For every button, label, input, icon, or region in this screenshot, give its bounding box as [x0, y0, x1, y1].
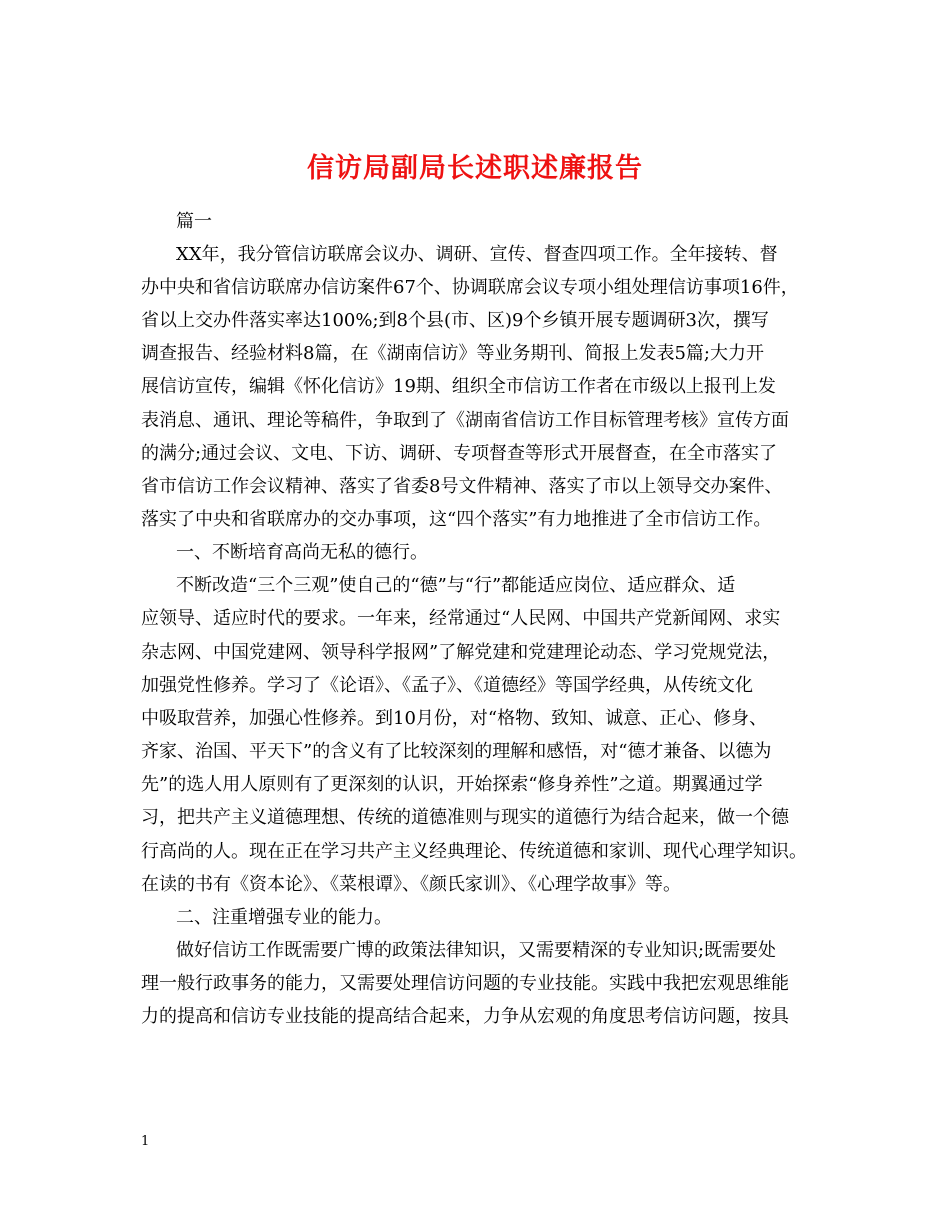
- body-line: 落实了中央和省联席办的交办事项，这“四个落实”有力地推进了全市信访工作。: [141, 509, 772, 530]
- body-line: XX年，我分管信访联席会议办、调研、宣传、督查四项工作。全年接转、督: [176, 244, 778, 265]
- body-line: 在读的书有《资本论》、《菜根谭》、《颜氏家训》、《心理学故事》等。: [141, 874, 681, 895]
- body-line: 习，把共产主义道德理想、传统的道德准则与现实的道德行为结合起来，做一个德: [141, 807, 789, 828]
- body-line: 杂志网、中国党建网、领导科学报网”了解党建和党建理论动态、学习党规党法，: [141, 642, 781, 663]
- body-line: 不断改造“三个三观”使自己的“德”与“行”都能适应岗位、适应群众、适: [176, 575, 736, 596]
- body-line: 行高尚的人。现在正在学习共产主义经典理论、传统道德和家训、现代心理学知识。: [141, 841, 807, 862]
- body-line: 先”的选人用人原则有了更深刻的认识，开始探索“修身养性”之道。期翼通过学: [141, 774, 763, 795]
- body-line: 的满分;通过会议、文电、下访、调研、专项督查等形式开展督查，在全市落实了: [141, 443, 778, 464]
- body-line: 做好信访工作既需要广博的政策法律知识，又需要精深的专业知识;既需要处: [176, 940, 777, 961]
- body-line: 中吸取营养，加强心性修养。到10月份，对“格物、致知、诚意、正心、修身、: [141, 708, 768, 729]
- body-line: 表消息、通讯、理论等稿件，争取到了《湖南省信访工作目标管理考核》宣传方面: [141, 410, 789, 431]
- body-line: 办中央和省信访联席办信访案件67个、协调联席会议专项小组处理信访事项16件，: [141, 277, 799, 298]
- body-line: 应领导、适应时代的要求。一年来，经常通过“人民网、中国共产党新闻网、求实: [141, 608, 781, 629]
- body-line: 加强党性修养。学习了《论语》、《孟子》、《道德经》等国学经典，从传统文化: [141, 675, 753, 696]
- body-line: 理一般行政事务的能力，又需要处理信访问题的专业技能。实践中我把宏观思维能: [141, 973, 789, 994]
- section-heading: 一、不断培育高尚无私的德行。: [176, 542, 428, 563]
- section-heading: 篇一: [176, 211, 212, 232]
- document-title: 信访局副局长述职述廉报告: [307, 153, 643, 185]
- body-line: 展信访宣传，编辑《怀化信访》19期、组织全市信访工作者在市级以上报刊上发: [141, 376, 776, 397]
- body-line: 力的提高和信访专业技能的提高结合起来，力争从宏观的角度思考信访问题，按具: [141, 1006, 789, 1027]
- section-heading: 二、注重增强专业的能力。: [176, 907, 392, 928]
- body-line: 省以上交办件落实率达100%;到8个县(市、区)9个乡镇开展专题调研3次，撰写: [141, 310, 769, 331]
- body-line: 齐家、治国、平天下”的含义有了比较深刻的理解和感悟，对“德才兼备、以德为: [141, 741, 772, 762]
- page-number: 1: [141, 1134, 150, 1149]
- body-line: 调查报告、经验材料8篇，在《湖南信访》等业务期刊、简报上发表5篇;大力开: [141, 343, 764, 364]
- body-line: 省市信访工作会议精神、落实了省委8号文件精神、落实了市以上领导交办案件、: [141, 476, 783, 497]
